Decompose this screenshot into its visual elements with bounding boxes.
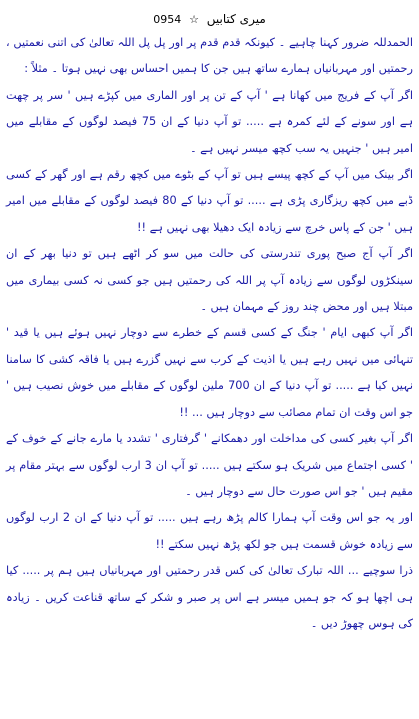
paragraph-fridge: اگر آپ کے فریج میں کھانا ہے ' آپ کے تن پر اور الماری میں کپڑے ہیں ' سر پر چھت ہے اور سونے کے لئے کمرہ ہے ..... تو آپ دنیا کے ان 75 فیصد لوگوں کے مقابلے میں امیر ہیں ' جنہیں یہ سب کچھ میسر نہیں ہے ۔ (6, 88, 414, 155)
article-body (6, 30, 413, 637)
page-title: میری کتابیں (206, 12, 266, 26)
page-number: 0954 (153, 13, 182, 26)
paragraph-war: اگر آپ کبھی ایام ' جنگ کے کسی قسم کے خطرے سے دوچار نہیں ہوئے ہیں یا قید ' تنہائی میں نہیں رہے ہیں یا اذیت کے کرب سے نہیں گزرے ہیں یا فاقہ کشی کا سامنا نہیں کیا ہے ..... تو آپ دنیا کے ان 700 ملین لوگوں کے مقابلے میں خوش نصیب ہیں ' جو اس وقت ان تمام مصائب سے دوچار ہیں ... !! (6, 326, 413, 419)
paragraph-health: اگر آپ آج صبح پوری تندرستی کی حالت میں سو کر اٹھے ہیں تو دنیا بھر کے ان سینکڑوں لوگوں سے زیادہ آپ پر اللہ کی رحمتیں ہیں جو کسی نہ کسی بیماری میں مبتلا ہیں اور محض چند روز کے مہمان ہیں ۔ (6, 247, 413, 314)
paragraph-bank: اگر بینک میں آپ کے کچھ پیسے ہیں تو آپ کے بٹوے میں کچھ رقم ہے اور گھر کے کسی ڈبے میں کچھ ریزگاری پڑی ہے ..... تو آپ دنیا کے 80 فیصد لوگوں کے مقابلے میں امیر ہیں ' جن کے پاس خرچ سے زیادہ ایک دھیلا بھی نہیں ہے !! (6, 168, 413, 234)
paragraph-gathering: اگر آپ بغیر کسی کی مداخلت اور دھمکانے ' گرفتاری ' تشدد یا مارے جانے کے خوف کے ' کسی اجتماع میں شریک ہو سکتے ہیں ..... تو آپ ان 3 ارب لوگوں سے بہتر مقام پر مقیم ہیں ' جو اس صورت حال سے دوچار ہیں ۔ (6, 432, 413, 498)
star-icon: ☆ (189, 13, 199, 26)
paragraph-intro: الحمدللہ ضرور کہنا چاہیے ۔ کیونکہ قدم قدم پر اور پل پل اللہ تعالیٰ کی اتنی نعمتیں ، رحمتیں اور مہربانیاں ہمارے ساتھ ہیں جن کا ہمیں احساس بھی نہیں ہوتا ۔ مثلاً : (6, 36, 413, 76)
paragraph-reading: اور یہ جو اس وقت آپ ہمارا کالم پڑھ رہے ہیں ..... تو آپ دنیا کے ان 2 ارب لوگوں سے زیادہ خوش قسمت ہیں جو لکھ پڑھ نہیں سکتے !! (6, 511, 413, 551)
page-header (6, 8, 413, 30)
paragraph-conclusion: ذرا سوچیے ... اللہ تبارک تعالیٰ کی کس قدر رحمتیں اور مہربانیاں ہیں ہم پر ..... کیا ہی اچھا ہو کہ جو ہمیں میسر ہے اس پر صبر و شکر کے ساتھ قناعت کریں ۔ زیادہ کی ہوس چھوڑ دیں ۔ (6, 564, 413, 630)
